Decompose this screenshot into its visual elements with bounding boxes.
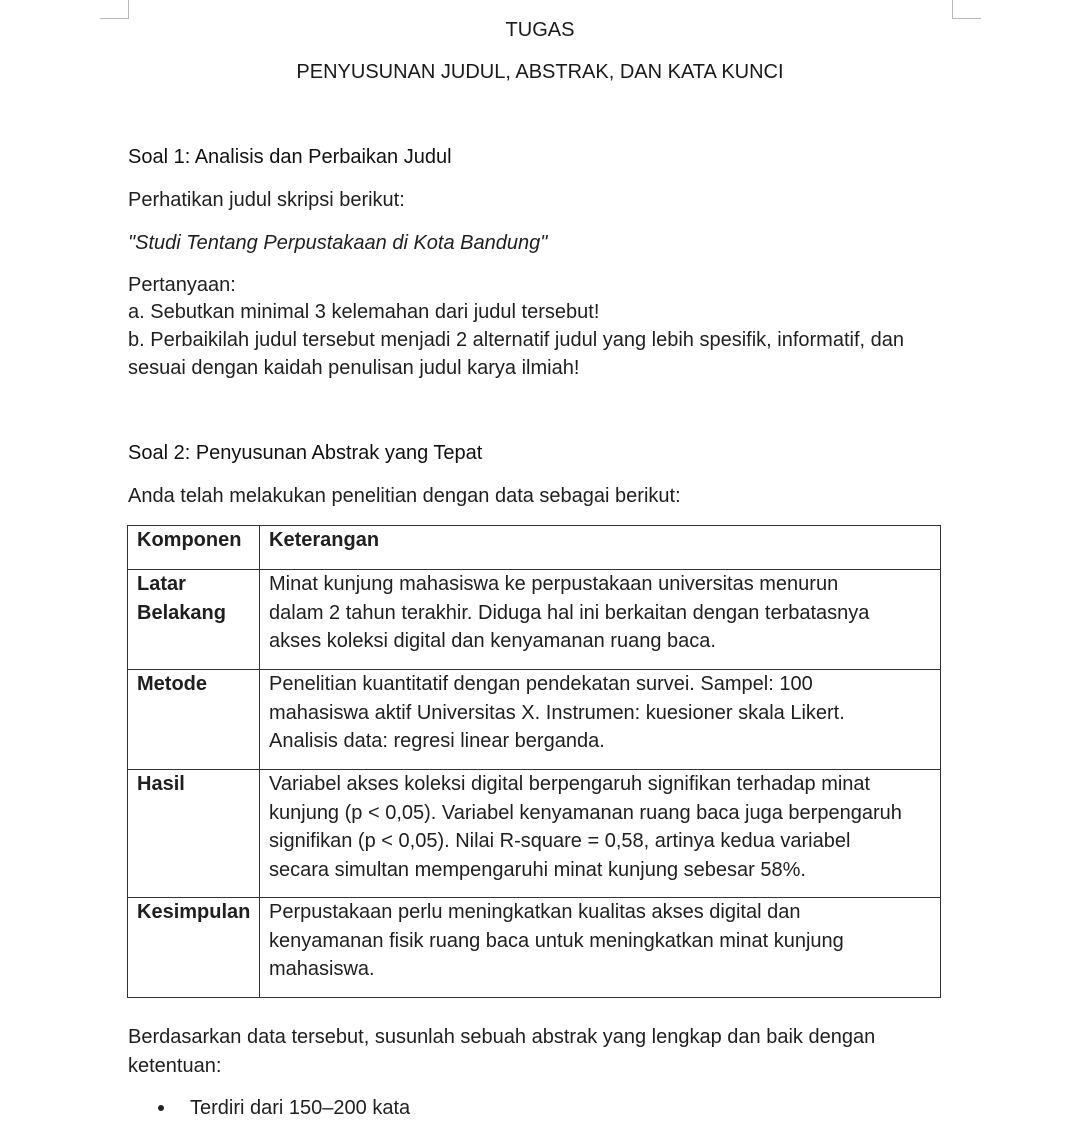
margin-corner-mark-left [100, 0, 129, 19]
table-cell-komponen [128, 670, 260, 770]
soal2-instruction-line1: Berdasarkan data tersebut, susunlah sebuah abstrak yang lengkap dan baik dengan [128, 1026, 876, 1048]
keterangan-text-line: signifikan (p < 0,05). Nilai R-square = 0,58, artinya kedua variabel [269, 830, 851, 852]
komponen-text-line: Belakang [137, 601, 226, 624]
table-header-row [128, 526, 941, 570]
table-header-komponen: Komponen [128, 526, 260, 570]
table-cell-keterangan [260, 898, 941, 998]
komponen-text-line: Latar [137, 573, 186, 595]
komponen-text-line: Metode [137, 673, 207, 695]
keterangan-text-line: mahasiswa aktif Universitas X. Instrumen: kuesioner skala Likert. [269, 701, 845, 724]
document-subtitle: PENYUSUNAN JUDUL, ABSTRAK, DAN KATA KUNCI [296, 61, 784, 83]
soal1-question-b-line2: sesuai dengan kaidah penulisan judul karya ilmiah! [128, 357, 580, 379]
keterangan-text-line: Minat kunjung mahasiswa ke perpustakaan universitas menurun [269, 573, 839, 595]
table-cell-keterangan [260, 570, 941, 670]
table-row [128, 570, 941, 670]
soal1-quoted-title: "Studi Tentang Perpustakaan di Kota Bandung" [128, 232, 548, 254]
keterangan-text-line: kenyamanan fisik ruang baca untuk meningkatkan minat kunjung [269, 929, 844, 952]
soal2-heading: Soal 2: Penyusunan Abstrak yang Tepat [128, 442, 483, 464]
table-cell-keterangan [260, 770, 941, 898]
bullet-item: Terdiri dari 150–200 kata [190, 1097, 411, 1119]
document-title: TUGAS [505, 19, 575, 41]
soal1-question-label: Pertanyaan: [128, 274, 236, 296]
soal2-intro: Anda telah melakukan penelitian dengan data sebagai berikut: [128, 485, 681, 507]
keterangan-text-line: secara simultan mempengaruhi minat kunjung sebesar 58%. [269, 858, 806, 881]
soal1-heading: Soal 1: Analisis dan Perbaikan Judul [128, 146, 452, 168]
soal1-question-a: a. Sebutkan minimal 3 kelemahan dari judul tersebut! [128, 301, 600, 323]
keterangan-text-line: akses koleksi digital dan kenyamanan ruang baca. [269, 630, 716, 652]
margin-corner-mark-right [952, 0, 981, 19]
table-cell-komponen [128, 898, 260, 998]
bullet-icon [158, 1105, 164, 1111]
soal1-intro: Perhatikan judul skripsi berikut: [128, 189, 405, 211]
table-header-keterangan: Keterangan [260, 526, 941, 570]
table-cell-komponen [128, 770, 260, 898]
table-row [128, 670, 941, 770]
keterangan-text-line: Penelitian kuantitatif dengan pendekatan survei. Sampel: 100 [269, 673, 813, 695]
soal1-question-b-line1: b. Perbaikilah judul tersebut menjadi 2 alternatif judul yang lebih spesifik, informatif, dan [128, 329, 904, 351]
table-row [128, 770, 941, 898]
keterangan-text-line: dalam 2 tahun terakhir. Diduga hal ini berkaitan dengan terbatasnya [269, 601, 870, 624]
keterangan-text-line: Perpustakaan perlu meningkatkan kualitas akses digital dan [269, 901, 801, 923]
research-data-table [127, 525, 941, 998]
keterangan-text-line: Analisis data: regresi linear berganda. [269, 730, 605, 752]
table-row [128, 898, 941, 998]
soal2-instruction-line2: ketentuan: [128, 1055, 222, 1077]
keterangan-text-line: Variabel akses koleksi digital berpengaruh signifikan terhadap minat [269, 773, 871, 795]
keterangan-text-line: mahasiswa. [269, 958, 375, 980]
table-cell-komponen [128, 570, 260, 670]
keterangan-text-line: kunjung (p < 0,05). Variabel kenyamanan ruang baca juga berpengaruh [269, 801, 902, 824]
komponen-text-line: Hasil [137, 773, 185, 795]
table-cell-keterangan [260, 670, 941, 770]
komponen-text-line: Kesimpulan [137, 901, 251, 923]
